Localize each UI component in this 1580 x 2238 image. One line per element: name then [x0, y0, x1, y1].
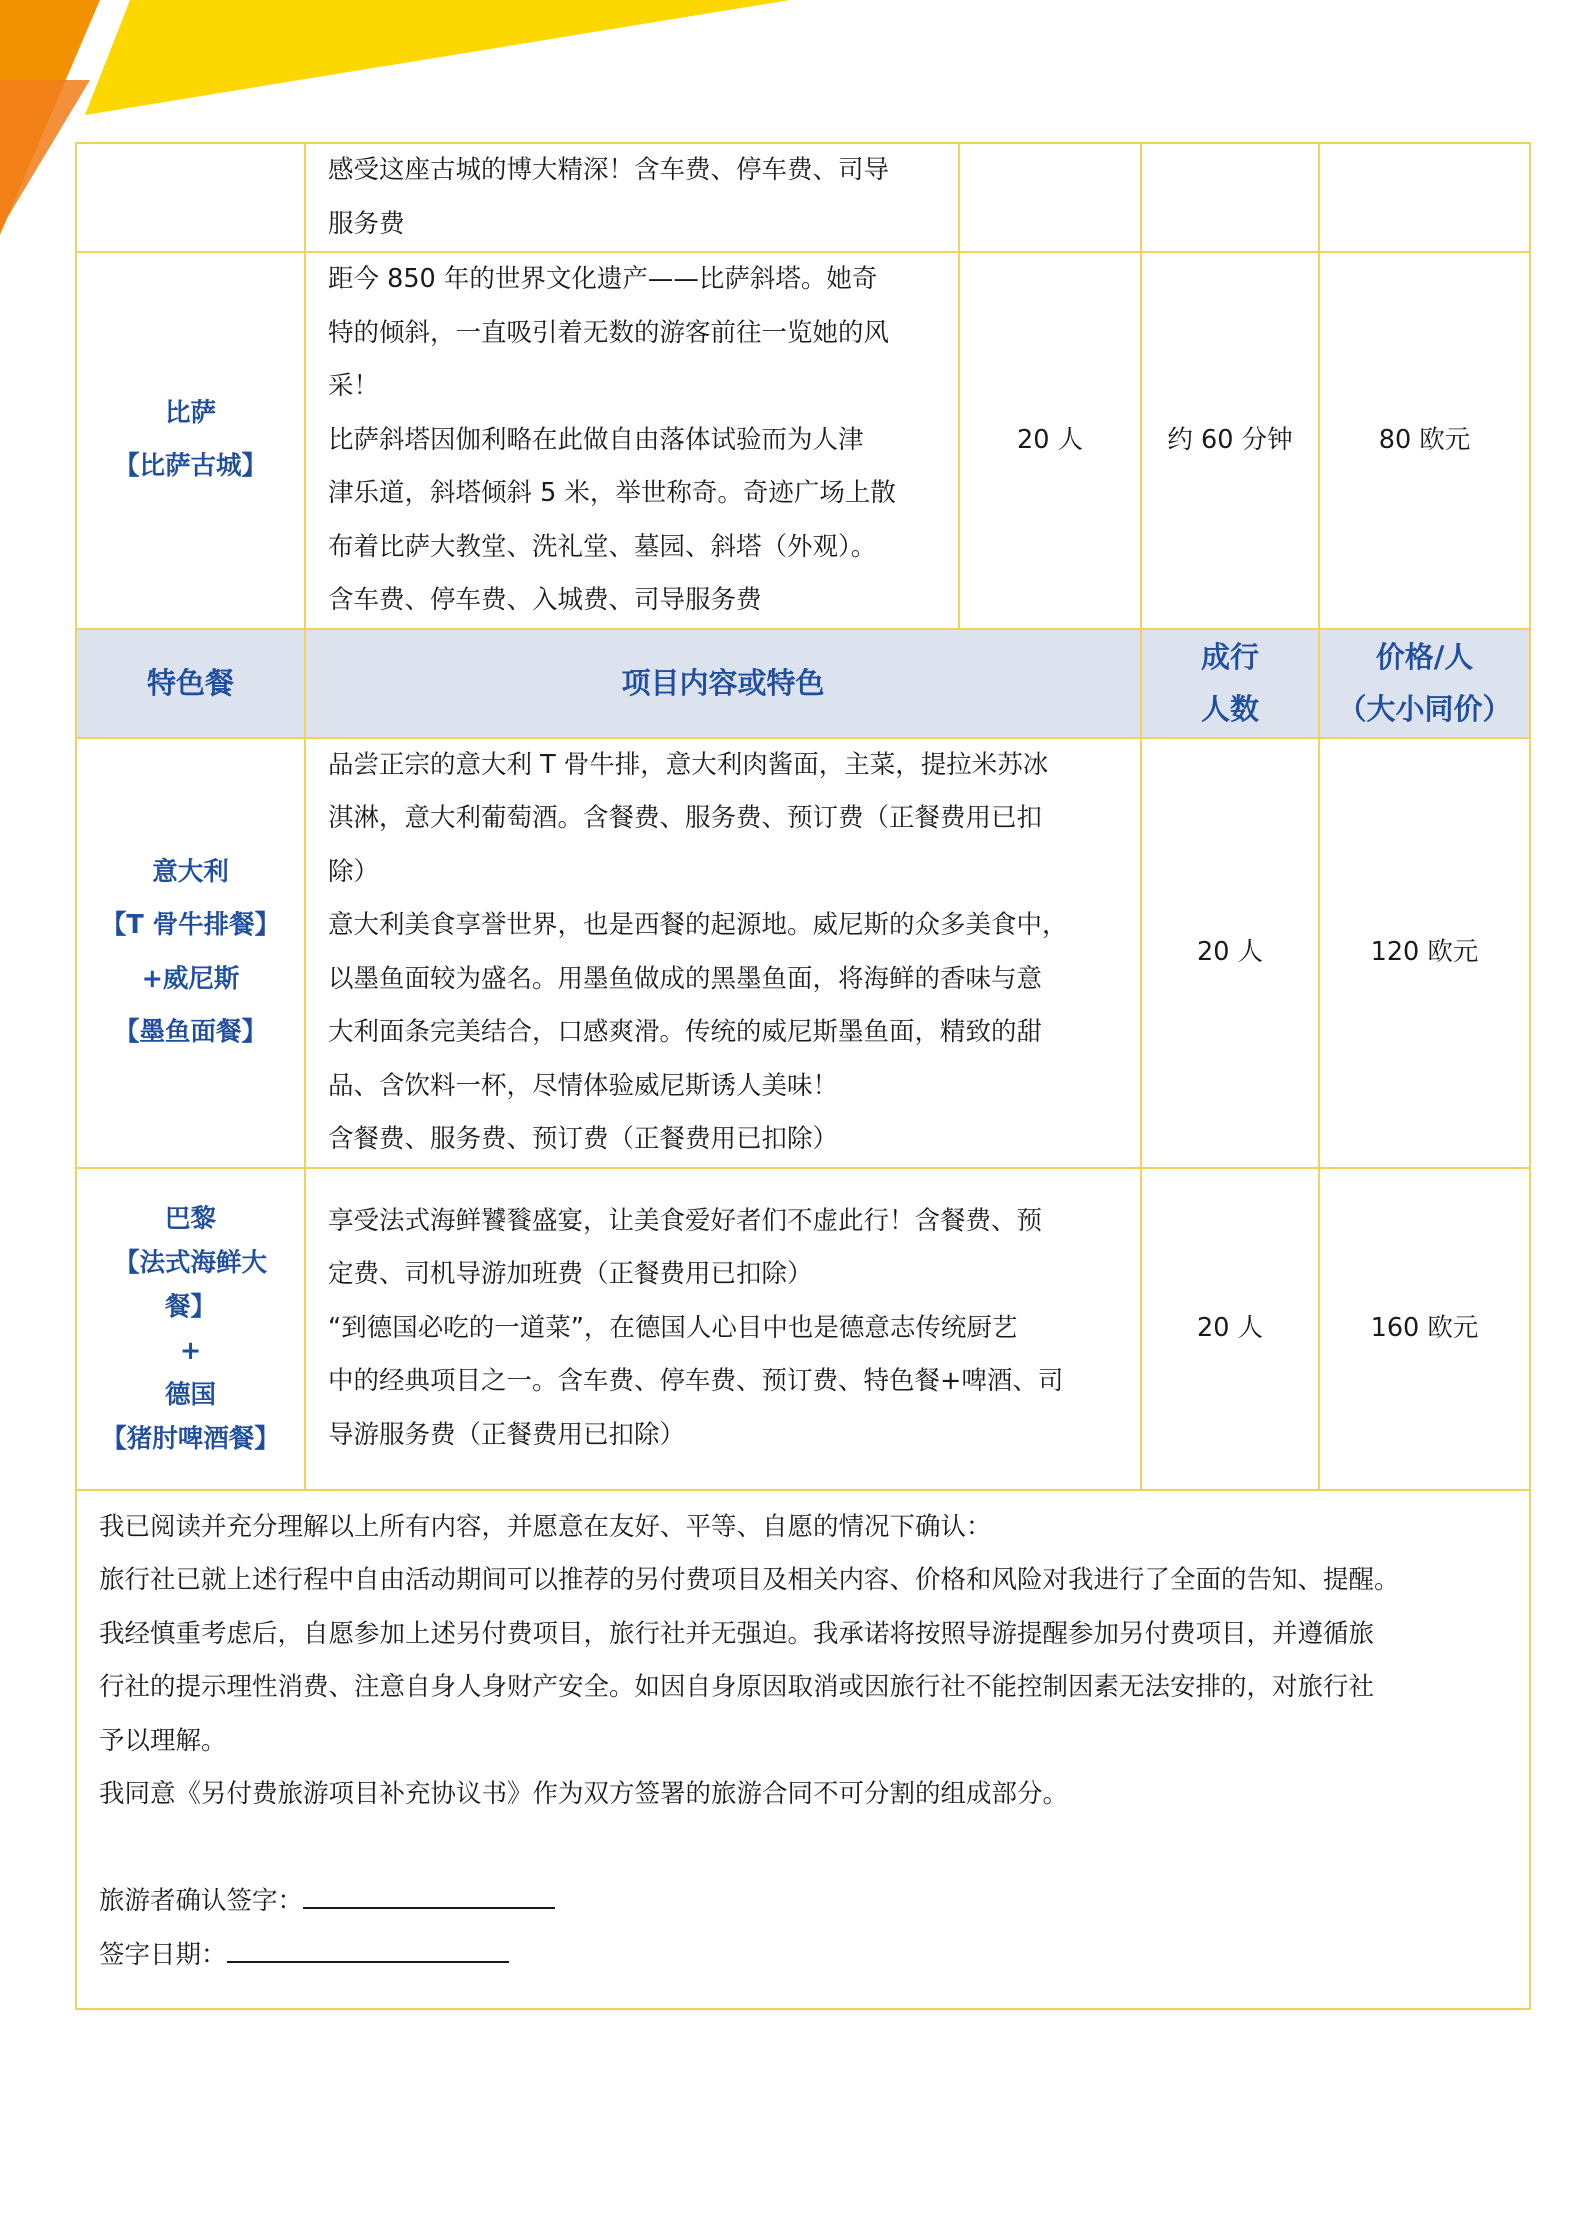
item-name-paris-meal: 巴黎 【法式海鲜大 餐】 + 德国 【猪肘啤酒餐】	[76, 1168, 305, 1490]
header-content: 项目内容或特色	[305, 629, 1141, 738]
signature-field[interactable]	[99, 1875, 1507, 1929]
duration-cell	[1141, 143, 1319, 252]
header-price: 价格/人 （大小同价）	[1319, 629, 1530, 738]
meal-header-row	[76, 629, 1530, 738]
agreement-line: 我已阅读并充分理解以上所有内容，并愿意在友好、平等、自愿的情况下确认：	[99, 1511, 992, 1542]
table-row-italy-meal	[76, 738, 1530, 1168]
description-cell: 感受这座古城的博大精深！含车费、停车费、司导 服务费	[305, 143, 959, 252]
header-min-people: 成行 人数	[1141, 629, 1319, 738]
min-people-italy-meal: 20 人	[1141, 738, 1319, 1168]
agreement-cell	[76, 1490, 1530, 2010]
date-line[interactable]	[227, 1941, 509, 1963]
min-people-pisa: 20 人	[959, 252, 1141, 629]
signature-line[interactable]	[303, 1887, 555, 1909]
table-row-paris-meal	[76, 1168, 1530, 1490]
item-name-pisa: 比萨 【比萨古城】	[76, 252, 305, 629]
header-meal: 特色餐	[76, 629, 305, 738]
item-description-paris-meal: 享受法式海鲜饕餮盛宴，让美食爱好者们不虚此行！含餐费、预 定费、司机导游加班费（正餐费用已扣除） “到德国必吃的一道菜”，在德国人心目中也是德意志传统厨艺 中的经典项目之一。含车费、停车费、预订费、特色餐+啤酒、司 导游服务费（正餐费用已扣除）	[305, 1168, 1141, 1490]
agreement-line: 行社的提示理性消费、注意自身人身财产安全。如因自身原因取消或因旅行社不能控制因素无法安排的，对旅行社	[99, 1672, 1375, 1702]
yellow-stripe	[85, 0, 790, 115]
item-description-pisa: 距今 850 年的世界文化遗产——比萨斜塔。她奇 特的倾斜，一直吸引着无数的游客前往一览她的风 采！ 比萨斜塔因伽利略在此做自由落体试验而为人津 津乐道，斜塔倾斜 5 米，举世称奇。奇迹广场上散 布着比萨大教堂、洗礼堂、墓园、斜塔（外观）。 含车费、停车费、入城费、司导服务费	[305, 252, 959, 629]
min-people-cell	[959, 143, 1141, 252]
min-people-paris-meal: 20 人	[1141, 1168, 1319, 1490]
fee-items-table	[75, 142, 1531, 2010]
price-pisa: 80 欧元	[1319, 252, 1530, 629]
agreement-line: 我经慎重考虑后，自愿参加上述另付费项目，旅行社并无强迫。我承诺将按照导游提醒参加另付费项目，并遵循旅	[99, 1618, 1375, 1649]
date-label: 签字日期：	[99, 1939, 227, 1970]
table-row-pisa	[76, 252, 1530, 629]
spacer	[99, 1822, 1507, 1876]
table-row-continued	[76, 143, 1530, 252]
signature-label: 旅游者确认签字：	[99, 1886, 304, 1916]
agreement-row	[76, 1490, 1530, 2010]
duration-pisa: 约 60 分钟	[1141, 252, 1319, 629]
item-name-italy-meal: 意大利 【T 骨牛排餐】 +威尼斯 【墨鱼面餐】	[76, 738, 305, 1168]
price-cell	[1319, 143, 1530, 252]
item-description-italy-meal: 品尝正宗的意大利 T 骨牛排，意大利肉酱面，主菜，提拉米苏冰 淇淋，意大利葡萄酒。含餐费、服务费、预订费（正餐费用已扣 除） 意大利美食享誉世界，也是西餐的起源地。威尼斯的众多美食中， 以墨鱼面较为盛名。用墨鱼做成的黑墨鱼面，将海鲜的香味与意 大利面条完美结合，口感爽滑。传统的威尼斯墨鱼面，精致的甜 品、含饮料一杯，尽情体验威尼斯诱人美味！ 含餐费、服务费、预订费（正餐费用已扣除）	[305, 738, 1141, 1168]
agreement-line: 旅行社已就上述行程中自由活动期间可以推荐的另付费项目及相关内容、价格和风险对我进行了全面的告知、提醒。	[99, 1565, 1400, 1595]
price-paris-meal: 160 欧元	[1319, 1168, 1530, 1490]
name-cell	[76, 143, 305, 252]
agreement-line: 我同意《另付费旅游项目补充协议书》作为双方签署的旅游合同不可分割的组成部分。	[99, 1779, 1069, 1809]
agreement-line: 予以理解。	[99, 1725, 227, 1756]
price-italy-meal: 120 欧元	[1319, 738, 1530, 1168]
date-field[interactable]	[99, 1929, 1507, 1983]
